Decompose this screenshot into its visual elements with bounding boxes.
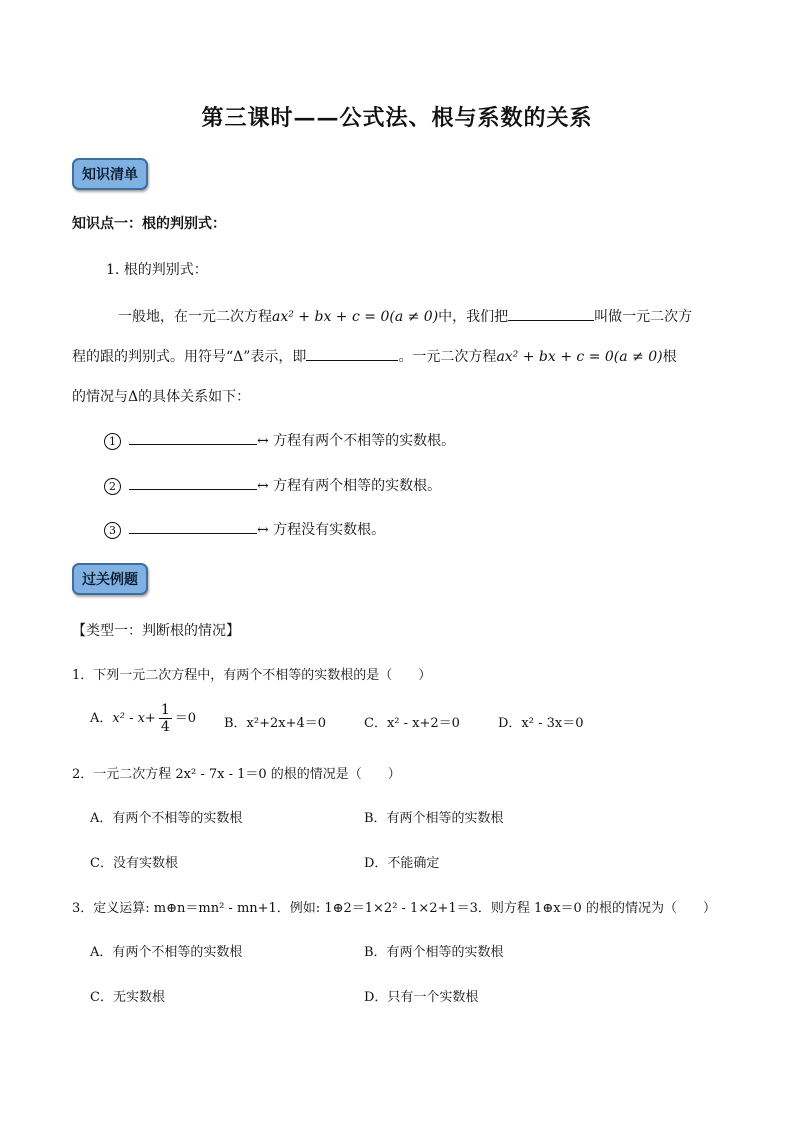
case-text: ↔ 方程有两个不相等的实数根。 (257, 433, 456, 449)
circled-number: 3 (104, 522, 121, 539)
equation-formula: ax² + bx + c = 0(a ≠ 0) (496, 349, 663, 365)
equation-formula: ax² + bx + c = 0(a ≠ 0) (272, 309, 439, 325)
page-title: 第三课时——公式法、根与系数的关系 (201, 105, 593, 131)
answer-blank[interactable] (306, 347, 398, 361)
type-heading: 【类型一：判断根的情况】 (72, 623, 240, 639)
paragraph-line-1 (118, 306, 692, 326)
option-text: ＝0 (174, 711, 197, 726)
denominator: 4 (160, 719, 170, 735)
q1-option-d[interactable]: D．x² - 3x＝0 (498, 716, 584, 731)
paragraph-line-2 (72, 346, 677, 366)
paragraph-line-3: 的情况与Δ的具体关系如下： (72, 389, 251, 405)
q2-option-d[interactable]: D．不能确定 (364, 856, 440, 871)
option-label: A． (90, 711, 113, 726)
section-tag-examples: 过关例题 (72, 563, 148, 595)
para-text: 叫做一元二次方 (594, 309, 693, 325)
knowledge-point-heading: 知识点一：根的判别式： (72, 216, 226, 232)
question-1-stem: 1．下列一元二次方程中，有两个不相等的实数根的是（ ） (72, 668, 432, 683)
circled-number: 2 (104, 478, 121, 495)
fraction (159, 702, 172, 735)
question-2-stem: 2．一元二次方程 2x² - 7x - 1＝0 的根的情况是（ ） (72, 767, 401, 782)
answer-blank[interactable] (129, 431, 257, 445)
case-row (104, 475, 441, 495)
para-text: 一般地，在一元二次方程 (118, 309, 272, 325)
case-row (104, 519, 385, 539)
question-3-stem: 3．定义运算: m⊕n＝mn² - mn+1．例如: 1⊕2＝1×2² - 1×2+1＝3．则方程 1⊕x＝0 的根的情况为（ ） (72, 901, 716, 916)
para-text: 根 (662, 349, 677, 365)
q1-option-c[interactable]: C．x² - x+2＝0 (364, 716, 460, 731)
option-text: x² - x+ (112, 711, 156, 726)
q2-option-b[interactable]: B．有两个相等的实数根 (364, 811, 504, 826)
item-discriminant: 1. 根的判别式： (106, 262, 208, 278)
q3-option-d[interactable]: D．只有一个实数根 (364, 990, 479, 1005)
q2-option-c[interactable]: C．没有实数根 (90, 856, 178, 871)
q3-option-a[interactable]: A．有两个不相等的实数根 (90, 945, 243, 960)
para-text: 。一元二次方程 (398, 349, 497, 365)
q1-option-a[interactable] (90, 702, 196, 735)
answer-blank[interactable] (129, 476, 257, 490)
case-text: ↔ 方程有两个相等的实数根。 (257, 478, 442, 494)
q3-option-b[interactable]: B．有两个相等的实数根 (364, 945, 504, 960)
circled-number: 1 (104, 433, 121, 450)
para-text: 中，我们把 (438, 309, 509, 325)
numerator: 1 (160, 702, 170, 718)
q3-option-c[interactable]: C．无实数根 (90, 990, 165, 1005)
para-text: 程的跟的判别式。用符号“Δ”表示，即 (72, 349, 307, 365)
case-text: ↔ 方程没有实数根。 (257, 522, 386, 538)
answer-blank[interactable] (508, 307, 594, 321)
case-row (104, 430, 455, 450)
q1-option-b[interactable]: B．x²+2x+4＝0 (224, 716, 327, 731)
section-tag-knowledge: 知识清单 (72, 158, 148, 190)
q2-option-a[interactable]: A．有两个不相等的实数根 (90, 811, 243, 826)
answer-blank[interactable] (129, 520, 257, 534)
